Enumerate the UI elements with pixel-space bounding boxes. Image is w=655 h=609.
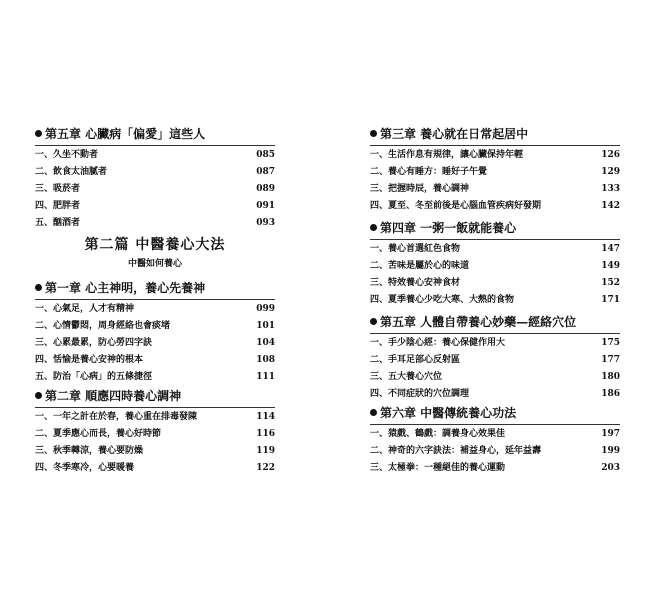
toc-entry[interactable]: 五、酗酒者 093: [35, 218, 275, 228]
divider: [370, 424, 620, 425]
toc-entry[interactable]: 一、手少陰心經：養心保健作用大 175: [370, 338, 620, 348]
toc-entry[interactable]: 三、秋季轉涼，養心要防燥 119: [35, 446, 275, 456]
toc-entry[interactable]: 二、神奇的六字訣法：補益身心，延年益壽 199: [370, 446, 620, 456]
bullet-icon: [35, 392, 42, 399]
divider: [35, 299, 275, 300]
toc-entry[interactable]: 一、養心首選紅色食物 147: [370, 244, 620, 254]
toc-entry[interactable]: 一、猿戲、鶴戲：調養身心效果佳 197: [370, 429, 620, 439]
chapter-heading: [370, 126, 620, 142]
divider: [35, 145, 275, 146]
bullet-icon: [370, 130, 377, 137]
toc-entry[interactable]: 一、心氣足，人才有精神 099: [35, 304, 275, 314]
chapter-title: 第六章 中醫傳統養心功法: [380, 406, 517, 420]
chapter-heading: [35, 388, 275, 404]
toc-entry[interactable]: 三、心累最累，防心勞四字訣 104: [35, 338, 275, 348]
bullet-icon: [370, 318, 377, 325]
toc-entry[interactable]: 二、心情鬱悶，周身經絡也會痰堵 101: [35, 321, 275, 331]
chapter-title: 第二章 順應四時養心調神: [45, 389, 182, 403]
toc-entry[interactable]: 三、吸菸者 089: [35, 184, 275, 194]
toc-entry[interactable]: 一、一年之計在於春，養心重在排毒發陳 114: [35, 412, 275, 422]
bullet-icon: [35, 284, 42, 291]
chapter-heading: [370, 314, 620, 330]
toc-entry[interactable]: 四、冬季寒冷，心要暖養 122: [35, 463, 275, 473]
chapter-left-5: [35, 126, 275, 232]
chapter-right-3: [370, 126, 620, 215]
toc-entry[interactable]: 四、不同症狀的穴位調理 186: [370, 389, 620, 399]
toc-entry[interactable]: 一、生活作息有規律，讓心臟保持年輕 126: [370, 150, 620, 160]
toc-entry[interactable]: 二、養心有睡方：睡好子午覺 129: [370, 167, 620, 177]
chapter-right-6: [370, 405, 620, 477]
chapter-title: 第三章 養心就在日常起居中: [380, 127, 529, 141]
chapter-heading: [370, 220, 620, 236]
chapter-left-2: [35, 388, 275, 477]
toc-entry[interactable]: 三、太極拳：一種絕佳的養心運動 203: [370, 463, 620, 473]
chapter-heading: [35, 280, 275, 296]
chapter-heading: [370, 405, 620, 421]
toc-entry[interactable]: 三、把握時辰，養心調神 133: [370, 184, 620, 194]
part-subtitle: 中醫如何養心: [127, 259, 182, 269]
chapter-right-4: [370, 220, 620, 309]
divider: [35, 407, 275, 408]
toc-entry[interactable]: 一、久坐不動者 085: [35, 150, 275, 160]
chapter-title: 第五章 心臟病「偏愛」這些人: [45, 127, 206, 141]
divider: [370, 239, 620, 240]
bullet-icon: [35, 130, 42, 137]
toc-entry[interactable]: 四、肥胖者 091: [35, 201, 275, 211]
toc-entry[interactable]: 五、防治「心病」的五條捷徑 111: [35, 372, 275, 382]
bullet-icon: [370, 409, 377, 416]
chapter-title: 第一章 心主神明，養心先養神: [45, 281, 206, 295]
toc-entry[interactable]: 三、五大養心穴位 180: [370, 372, 620, 382]
chapter-heading: [35, 126, 275, 142]
toc-entry[interactable]: 四、夏季養心少吃大寒、大熱的食物 171: [370, 295, 620, 305]
toc-entry[interactable]: 四、夏至、冬至前後是心腦血管疾病好發期 142: [370, 201, 620, 211]
chapter-title: 第五章 人體自帶養心妙藥—經絡穴位: [380, 315, 577, 329]
toc-entry[interactable]: 二、夏季應心而長，養心好時節 116: [35, 429, 275, 439]
part-title: 第二篇 中醫養心大法: [84, 237, 226, 253]
bullet-icon: [370, 224, 377, 231]
divider: [370, 333, 620, 334]
toc-entry[interactable]: 二、手耳足部心反射區 177: [370, 355, 620, 365]
chapter-left-1: [35, 280, 275, 386]
divider: [370, 145, 620, 146]
toc-entry[interactable]: 四、恬愉是養心安神的根本 108: [35, 355, 275, 365]
chapter-title: 第四章 一粥一飯就能養心: [380, 221, 517, 235]
part-heading: [35, 236, 275, 269]
toc-entry[interactable]: 三、特效養心安神食材 152: [370, 278, 620, 288]
toc-entry[interactable]: 二、苦味是屬於心的味道 149: [370, 261, 620, 271]
toc-entry[interactable]: 二、飲食太油膩者 087: [35, 167, 275, 177]
chapter-right-5: [370, 314, 620, 403]
